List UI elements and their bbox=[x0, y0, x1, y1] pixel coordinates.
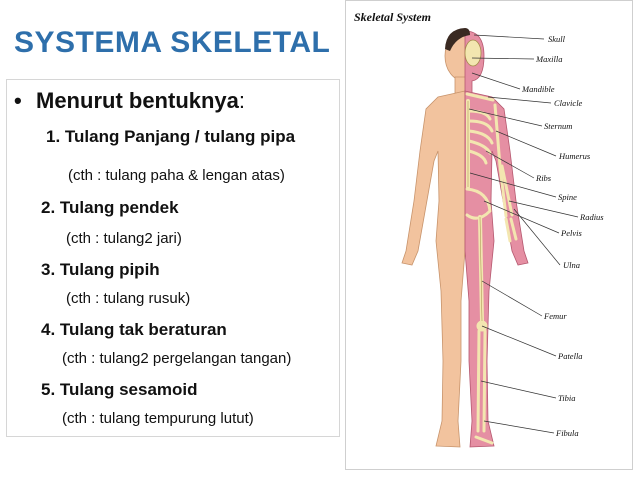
label-tibia: Tibia bbox=[558, 393, 576, 403]
item-1-heading: 1. Tulang Panjang / tulang pipa bbox=[46, 127, 296, 146]
label-sternum: Sternum bbox=[544, 121, 573, 131]
item-2-heading: 2. Tulang pendek bbox=[41, 198, 179, 217]
item-4-heading: 4. Tulang tak beraturan bbox=[41, 320, 227, 339]
label-radius: Radius bbox=[580, 212, 604, 222]
label-ribs: Ribs bbox=[536, 173, 552, 183]
label-femur: Femur bbox=[544, 311, 567, 321]
item-5-example: (cth : tulang tempurung lutut) bbox=[62, 410, 254, 427]
label-humerus: Humerus bbox=[559, 151, 591, 161]
bullet-text: Menurut bentuknya bbox=[36, 88, 239, 113]
bullet-heading bbox=[14, 88, 245, 114]
bullet-colon: : bbox=[238, 88, 246, 113]
bullet-symbol: • bbox=[14, 88, 22, 113]
label-mandible: Mandible bbox=[522, 84, 555, 94]
item-3-example: (cth : tulang rusuk) bbox=[66, 290, 191, 307]
item-5-heading: 5. Tulang sesamoid bbox=[41, 380, 198, 399]
slide-title: SYSTEMA SKELETAL bbox=[14, 26, 331, 59]
item-2-example: (cth : tulang2 jari) bbox=[66, 230, 182, 247]
label-clavicle: Clavicle bbox=[554, 98, 583, 108]
label-patella: Patella bbox=[558, 351, 583, 361]
skeletal-system-figure bbox=[345, 0, 633, 470]
label-pelvis: Pelvis bbox=[561, 228, 582, 238]
item-3-heading: 3. Tulang pipih bbox=[41, 260, 160, 279]
label-ulna: Ulna bbox=[563, 260, 580, 270]
label-fibula: Fibula bbox=[556, 428, 579, 438]
item-4-example: (cth : tulang2 pergelangan tangan) bbox=[62, 350, 292, 367]
label-maxilla: Maxilla bbox=[536, 54, 563, 64]
label-spine: Spine bbox=[558, 192, 577, 202]
label-skull: Skull bbox=[548, 34, 565, 44]
item-1-example: (cth : tulang paha & lengan atas) bbox=[68, 167, 285, 184]
human-body-illustration bbox=[346, 1, 634, 471]
figure-title: Skeletal System bbox=[354, 10, 431, 24]
